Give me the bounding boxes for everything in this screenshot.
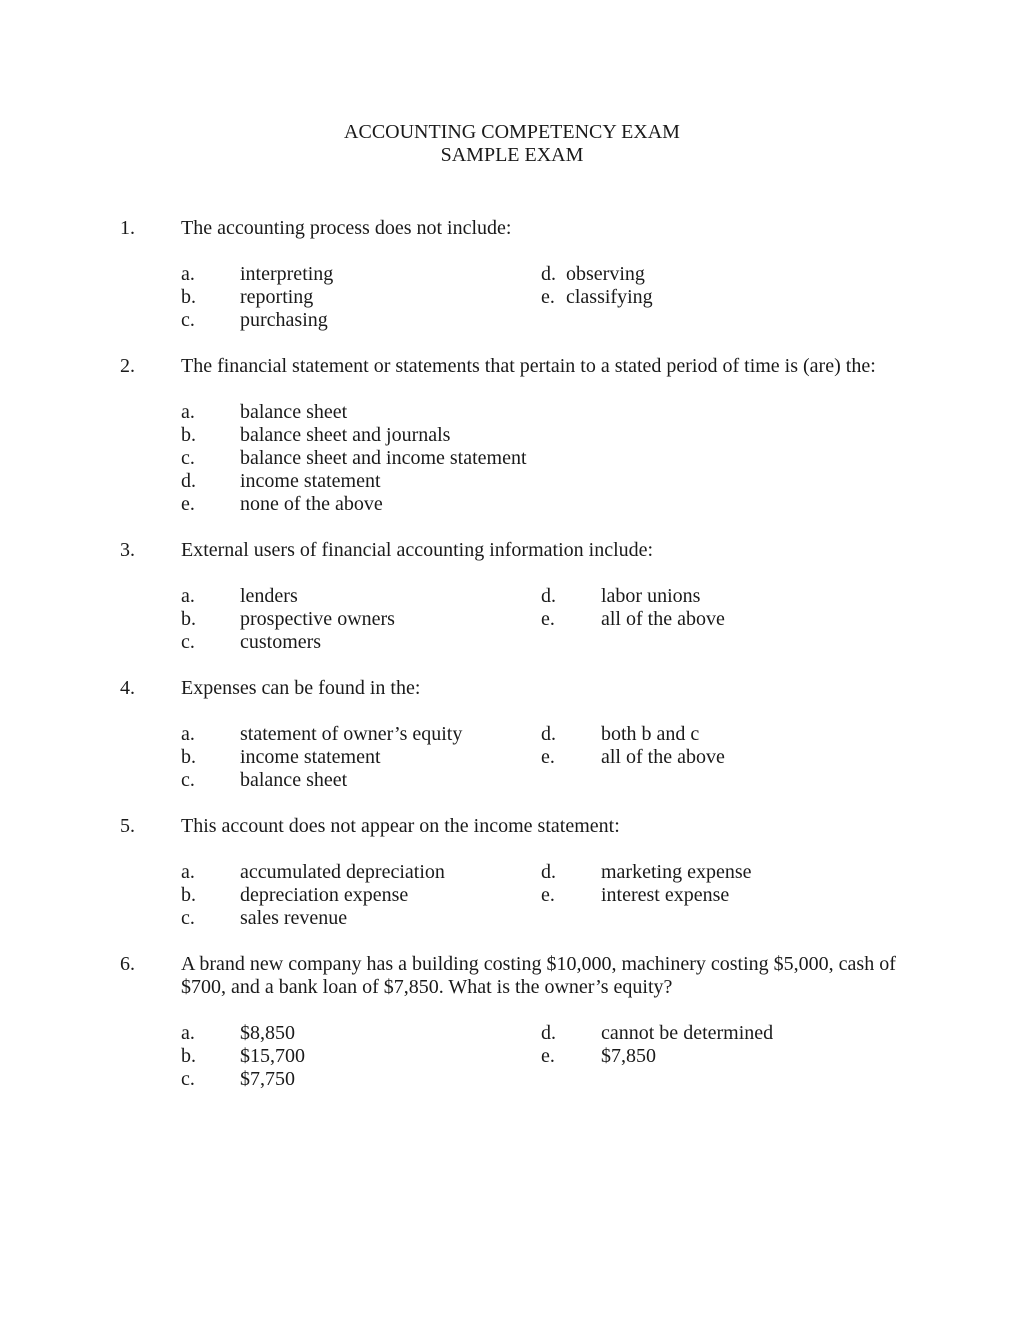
option-letter: d.	[181, 470, 196, 492]
option-row	[0, 1022, 1024, 1045]
question-row	[0, 217, 1024, 240]
option-letter: b.	[181, 286, 196, 308]
options-list	[0, 263, 1024, 332]
question-2	[0, 355, 1024, 516]
option-text: balance sheet	[240, 401, 348, 423]
option-text: balance sheet and journals	[240, 424, 451, 446]
option-text: all of the above	[601, 746, 725, 768]
option-text: interpreting	[240, 263, 334, 285]
option-text: $8,850	[240, 1022, 295, 1044]
option-text: reporting	[240, 286, 314, 308]
option-row	[0, 424, 1024, 447]
option-letter: e.	[541, 884, 555, 906]
option-letter: c.	[181, 309, 195, 331]
option-letter: a.	[181, 585, 195, 607]
option-letter: e.	[541, 746, 555, 768]
option-letter: a.	[181, 401, 195, 423]
option-letter: d.	[541, 585, 556, 607]
option-text: $15,700	[240, 1045, 305, 1067]
option-letter: d.	[541, 723, 556, 745]
option-text: statement of owner’s equity	[240, 723, 463, 745]
title-block	[0, 0, 1024, 167]
option-text: income statement	[240, 746, 381, 768]
question-5	[0, 815, 1024, 930]
question-row	[0, 953, 1024, 999]
option-text: interest expense	[601, 884, 730, 906]
option-row	[0, 608, 1024, 631]
option-row	[0, 723, 1024, 746]
option-row	[0, 769, 1024, 792]
option-text: purchasing	[240, 309, 328, 331]
question-text: This account does not appear on the income statement:	[181, 815, 620, 837]
question-text: The accounting process does not include:	[181, 217, 512, 239]
option-text: accumulated depreciation	[240, 861, 445, 883]
option-row	[0, 746, 1024, 769]
option-row	[0, 309, 1024, 332]
option-text: lenders	[240, 585, 298, 607]
question-text: Expenses can be found in the:	[181, 677, 421, 699]
options-list	[0, 1022, 1024, 1091]
question-3	[0, 539, 1024, 654]
option-row	[0, 493, 1024, 516]
options-list	[0, 585, 1024, 654]
option-text: customers	[240, 631, 322, 653]
option-letter: b.	[181, 608, 196, 630]
option-letter: b.	[181, 884, 196, 906]
question-number: 4.	[120, 677, 135, 699]
option-text: income statement	[240, 470, 381, 492]
question-text: External users of financial accounting information include:	[181, 539, 654, 561]
option-row	[0, 585, 1024, 608]
option-text: depreciation expense	[240, 884, 409, 906]
question-number: 3.	[120, 539, 135, 561]
option-text: none of the above	[240, 493, 383, 515]
option-text: $7,750	[240, 1068, 295, 1090]
question-number: 5.	[120, 815, 135, 837]
option-text: all of the above	[601, 608, 725, 630]
option-letter: b.	[181, 746, 196, 768]
question-text: The financial statement or statements that pertain to a stated period of time is (are) the:	[181, 355, 876, 377]
document-title: ACCOUNTING COMPETENCY EXAM	[344, 121, 680, 143]
option-letter: e.	[541, 608, 555, 630]
option-letter: b.	[181, 1045, 196, 1067]
option-row	[0, 907, 1024, 930]
option-letter: e.	[541, 1045, 555, 1067]
option-row	[0, 1068, 1024, 1091]
option-row	[0, 286, 1024, 309]
option-row	[0, 861, 1024, 884]
option-text: balance sheet	[240, 769, 348, 791]
question-4	[0, 677, 1024, 792]
question-row	[0, 539, 1024, 562]
option-text: classifying	[566, 286, 653, 308]
option-text: cannot be determined	[601, 1022, 774, 1044]
option-text: prospective owners	[240, 608, 395, 630]
option-letter: c.	[181, 447, 195, 469]
option-letter: c.	[181, 631, 195, 653]
option-letter: c.	[181, 769, 195, 791]
option-letter: a.	[181, 263, 195, 285]
option-row	[0, 1045, 1024, 1068]
option-text: marketing expense	[601, 861, 752, 883]
option-row	[0, 401, 1024, 424]
option-text: balance sheet and income statement	[240, 447, 527, 469]
question-text: A brand new company has a building costing $10,000, machinery costing $5,000, cash of $700, and a bank loan of $7,850. What is the owner’s equity?	[181, 953, 896, 998]
option-row	[0, 447, 1024, 470]
options-list	[0, 861, 1024, 930]
option-text: observing	[566, 263, 645, 285]
option-row	[0, 884, 1024, 907]
options-list	[0, 401, 1024, 516]
question-row	[0, 677, 1024, 700]
option-text: sales revenue	[240, 907, 348, 929]
options-list	[0, 723, 1024, 792]
question-row	[0, 815, 1024, 838]
option-letter: a.	[181, 1022, 195, 1044]
option-letter: b.	[181, 424, 196, 446]
option-letter: c.	[181, 907, 195, 929]
question-number: 1.	[120, 217, 135, 239]
option-letter: e.	[541, 286, 555, 308]
question-6	[0, 953, 1024, 1091]
option-letter: c.	[181, 1068, 195, 1090]
option-row	[0, 470, 1024, 493]
option-letter: a.	[181, 861, 195, 883]
option-letter: d.	[541, 263, 556, 285]
document-subtitle: SAMPLE EXAM	[440, 144, 584, 166]
question-1	[0, 217, 1024, 332]
option-row	[0, 631, 1024, 654]
question-row	[0, 355, 1024, 378]
option-letter: e.	[181, 493, 195, 515]
question-number: 6.	[120, 953, 135, 975]
option-letter: a.	[181, 723, 195, 745]
option-letter: d.	[541, 861, 556, 883]
question-number: 2.	[120, 355, 135, 377]
option-row	[0, 263, 1024, 286]
option-letter: d.	[541, 1022, 556, 1044]
option-text: both b and c	[601, 723, 700, 745]
option-text: labor unions	[601, 585, 701, 607]
option-text: $7,850	[601, 1045, 656, 1067]
